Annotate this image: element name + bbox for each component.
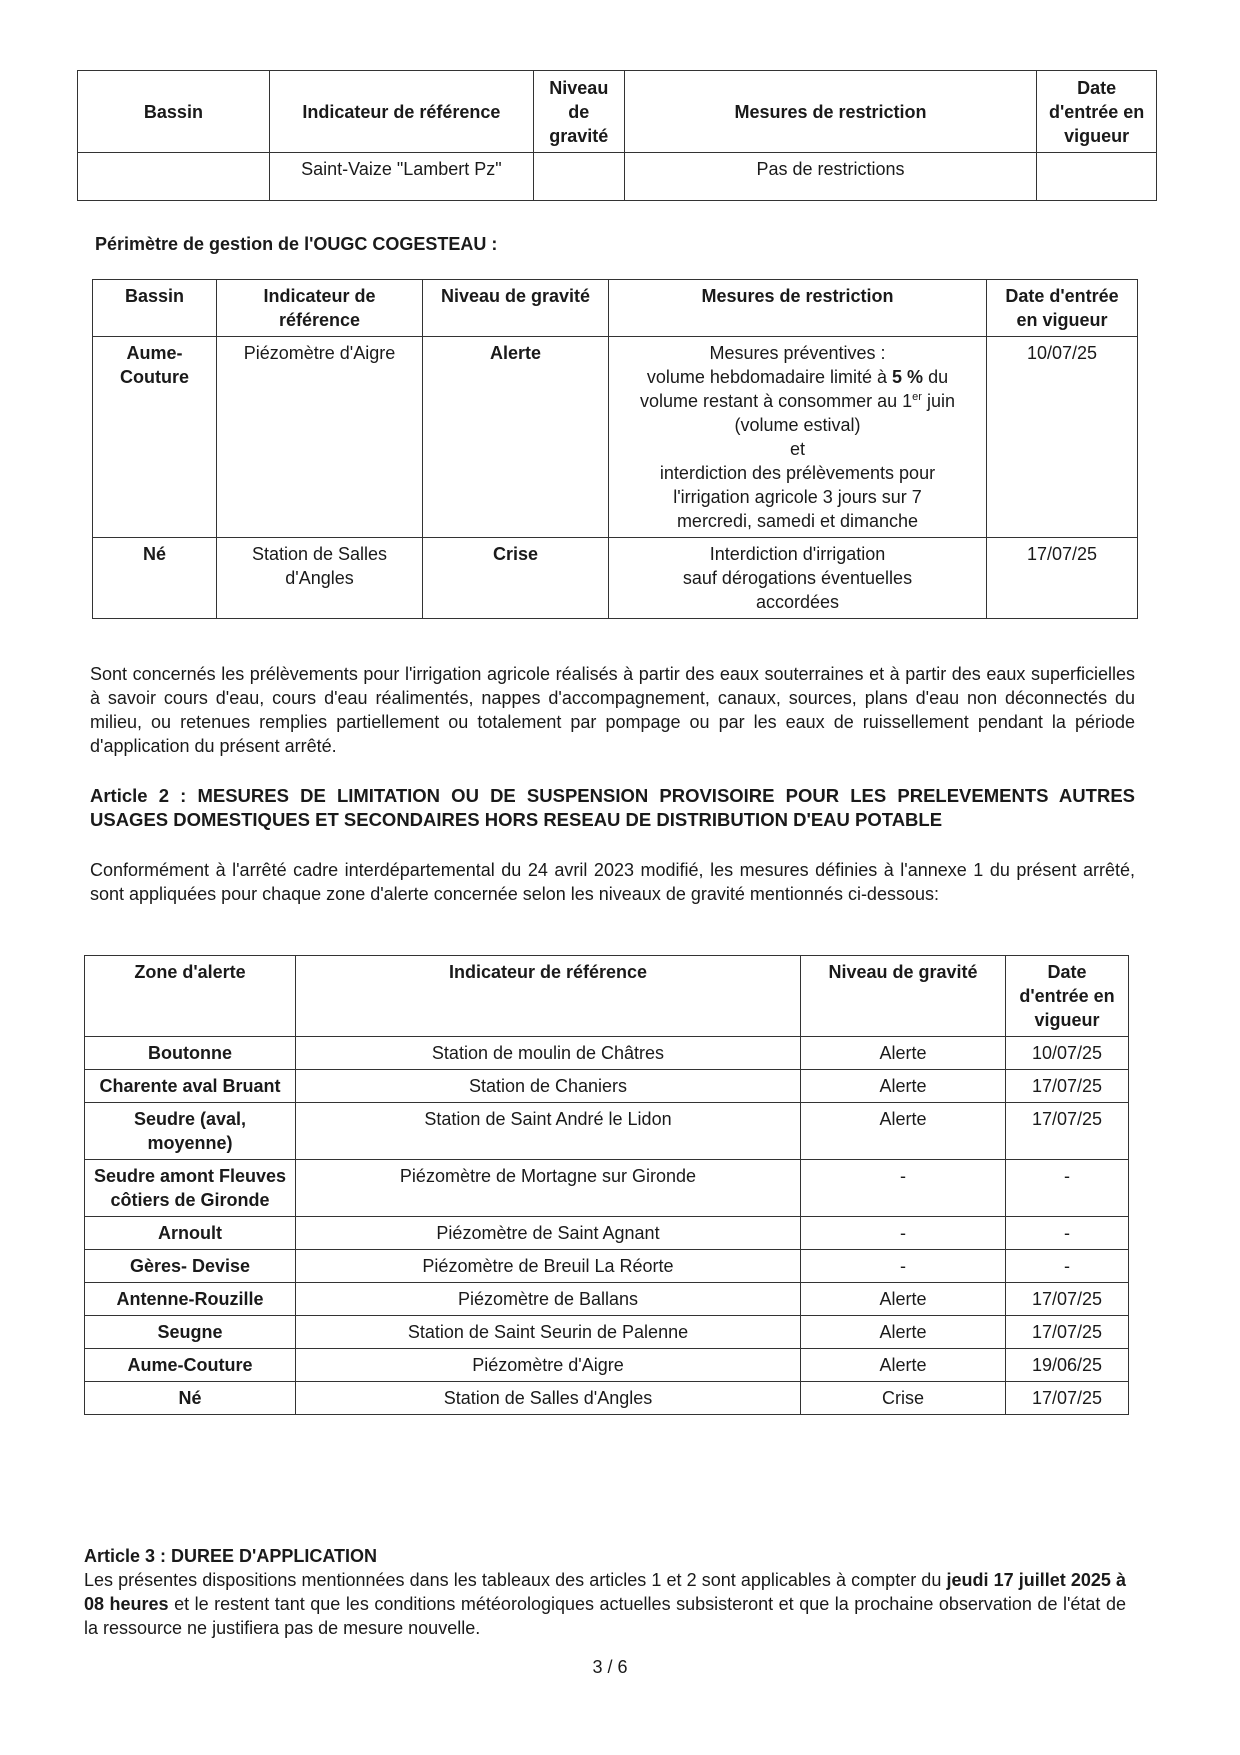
mesures-line: Interdiction d'irrigation [709, 544, 886, 564]
cell-niveau: Alerte [801, 1037, 1006, 1070]
cell-indicateur: Piézomètre de Mortagne sur Gironde [296, 1160, 801, 1217]
cell-zone: Seudre amont Fleuves côtiers de Gironde [85, 1160, 296, 1217]
cell-date: 17/07/25 [987, 538, 1138, 619]
cell-zone: Gères- Devise [85, 1250, 296, 1283]
table-body [85, 1037, 1129, 1415]
mesures-line: et [789, 439, 805, 459]
cell-date: 17/07/25 [1006, 1283, 1129, 1316]
mesures-line: l'irrigation agricole 3 jours sur 7 [673, 487, 922, 507]
table-continuation [77, 70, 1157, 201]
cell-date: 10/07/25 [987, 337, 1138, 538]
header-indicateur: Indicateur de référence [296, 956, 801, 1037]
article-3-date: jeudi 17 juillet 2025 à 08 heures [84, 1570, 1126, 1614]
article-3-title: Article 3 : DUREE D'APPLICATION [84, 1546, 377, 1566]
cell-zone: Arnoult [85, 1217, 296, 1250]
cell-niveau: Crise [801, 1382, 1006, 1415]
cell-indicateur: Station de moulin de Châtres [296, 1037, 801, 1070]
cell-date: 17/07/25 [1006, 1070, 1129, 1103]
cell-bassin: Né [93, 538, 217, 619]
table-header-row [85, 956, 1129, 1037]
cell-bassin: Aume-Couture [93, 337, 217, 538]
cell-date: 17/07/25 [1006, 1382, 1129, 1415]
article-3-text-after: et le restent tant que les conditions météorologiques actuelles subsisteront et que la prochaine observation de l'état de la ressource ne justifiera pas de mesure nouvelle. [84, 1594, 1126, 1638]
cell-niveau: Alerte [801, 1316, 1006, 1349]
cell-date: 10/07/25 [1006, 1037, 1129, 1070]
cell-indicateur: Station de Saint André le Lidon [296, 1103, 801, 1160]
page-number: 3 / 6 [592, 1657, 628, 1677]
header-indicateur: Indicateur de référence [269, 71, 533, 153]
cell-zone: Charente aval Bruant [85, 1070, 296, 1103]
article-3-text-before: Les présentes dispositions mentionnées dans les tableaux des articles 1 et 2 sont applicables à compter du [84, 1570, 947, 1590]
cell-date: 17/07/25 [1006, 1316, 1129, 1349]
mesures-line: Mesures préventives : [709, 343, 886, 363]
cell-indicateur: Piézomètre de Breuil La Réorte [296, 1250, 801, 1283]
cell-niveau: - [801, 1217, 1006, 1250]
cell-indicateur: Piézomètre de Ballans [296, 1283, 801, 1316]
cell-bassin [78, 153, 270, 201]
cell-zone: Né [85, 1382, 296, 1415]
cell-indicateur: Piézomètre d'Aigre [217, 337, 423, 538]
table-row [85, 1382, 1129, 1415]
header-date: Date d'entrée en vigueur [987, 280, 1138, 337]
cell-indicateur: Station de Chaniers [296, 1070, 801, 1103]
cell-niveau: - [801, 1250, 1006, 1283]
header-zone: Zone d'alerte [85, 956, 296, 1037]
table-row [93, 538, 1138, 619]
cell-zone: Boutonne [85, 1037, 296, 1070]
table-cogesteau [92, 279, 1138, 619]
cell-indicateur: Piézomètre de Saint Agnant [296, 1217, 801, 1250]
header-niveau: Niveau de gravité [801, 956, 1006, 1037]
cell-zone: Seudre (aval, moyenne) [85, 1103, 296, 1160]
header-mesures: Mesures de restriction [624, 71, 1037, 153]
table-row [85, 1349, 1129, 1382]
cell-date: - [1006, 1250, 1129, 1283]
header-date: Date d'entrée en vigueur [1006, 956, 1129, 1037]
cell-mesures: Pas de restrictions [624, 153, 1037, 201]
header-mesures: Mesures de restriction [609, 280, 987, 337]
paragraph-concernes: Sont concernés les prélèvements pour l'irrigation agricole réalisés à partir des eaux souterraines et à partir des eaux superficielles à savoir cours d'eau, cours d'eau réalimentés, nappes d'accompagnement, canaux, sources, plans d'eau non déconnectés du milieu, ou retenues remplies partiellement ou totalement par pompage ou par les eaux de ruissellement pendant la période d'application du présent arrêté. [90, 664, 1135, 756]
table-row [85, 1160, 1129, 1217]
cell-indicateur: Station de Salles d'Angles [217, 538, 423, 619]
table-row [85, 1103, 1129, 1160]
mesures-line-date: volume restant à consommer au 1er juin [640, 391, 955, 411]
header-bassin: Bassin [78, 71, 270, 153]
table-row [85, 1316, 1129, 1349]
mesures-line: interdiction des prélèvements pour [659, 463, 936, 483]
cell-niveau: Alerte [801, 1070, 1006, 1103]
table-row [85, 1283, 1129, 1316]
cell-date: - [1006, 1217, 1129, 1250]
header-indicateur: Indicateur de référence [217, 280, 423, 337]
table-header-row [78, 71, 1157, 153]
cell-zone: Aume-Couture [85, 1349, 296, 1382]
cell-niveau: Alerte [801, 1103, 1006, 1160]
header-niveau: Niveau de gravité [533, 71, 624, 153]
cell-indicateur: Saint-Vaize "Lambert Pz" [269, 153, 533, 201]
table-zones-alerte [84, 955, 1129, 1415]
mesures-line: sauf dérogations éventuelles [682, 568, 913, 588]
cell-niveau: Crise [423, 538, 609, 619]
cell-niveau: Alerte [423, 337, 609, 538]
cell-zone: Seugne [85, 1316, 296, 1349]
cell-date: 17/07/25 [1006, 1103, 1129, 1160]
table-row [85, 1070, 1129, 1103]
table-row [93, 337, 1138, 538]
cell-zone: Antenne-Rouzille [85, 1283, 296, 1316]
section-title-cogesteau: Périmètre de gestion de l'OUGC COGESTEAU : [95, 234, 498, 254]
cell-indicateur: Station de Salles d'Angles [296, 1382, 801, 1415]
table-header-row [93, 280, 1138, 337]
mesures-line: mercredi, samedi et dimanche [676, 511, 919, 531]
cell-mesures [609, 538, 987, 619]
article-2-title: Article 2 : MESURES DE LIMITATION OU DE SUSPENSION PROVISOIRE POUR LES PRELEVEMENTS AUTRES USAGES DOMESTIQUES ET SECONDAIRES HORS RESEAU DE DISTRIBUTION D'EAU POTABLE [90, 785, 1135, 830]
mesures-line-volume: volume hebdomadaire limité à 5 % du [646, 367, 949, 387]
article-3-text [84, 1568, 1126, 1640]
mesures-line: accordées [755, 592, 840, 612]
cell-niveau: Alerte [801, 1283, 1006, 1316]
cell-date: - [1006, 1160, 1129, 1217]
header-date: Date d'entrée en vigueur [1037, 71, 1157, 153]
cell-indicateur: Station de Saint Seurin de Palenne [296, 1316, 801, 1349]
article-2-text: Conformément à l'arrêté cadre interdépartemental du 24 avril 2023 modifié, les mesures définies à l'annexe 1 du présent arrêté, sont appliquées pour chaque zone d'alerte concernée selon les niveaux de gravité mentionnés ci-dessous: [90, 860, 1135, 904]
mesures-line: (volume estival) [734, 415, 861, 435]
table-row [85, 1037, 1129, 1070]
cell-niveau: Alerte [801, 1349, 1006, 1382]
table-row [85, 1217, 1129, 1250]
header-bassin: Bassin [93, 280, 217, 337]
cell-indicateur: Piézomètre d'Aigre [296, 1349, 801, 1382]
table-row [85, 1250, 1129, 1283]
cell-niveau [533, 153, 624, 201]
cell-mesures [609, 337, 987, 538]
table-row [78, 153, 1157, 201]
cell-niveau: - [801, 1160, 1006, 1217]
cell-date [1037, 153, 1157, 201]
cell-date: 19/06/25 [1006, 1349, 1129, 1382]
header-niveau: Niveau de gravité [423, 280, 609, 337]
